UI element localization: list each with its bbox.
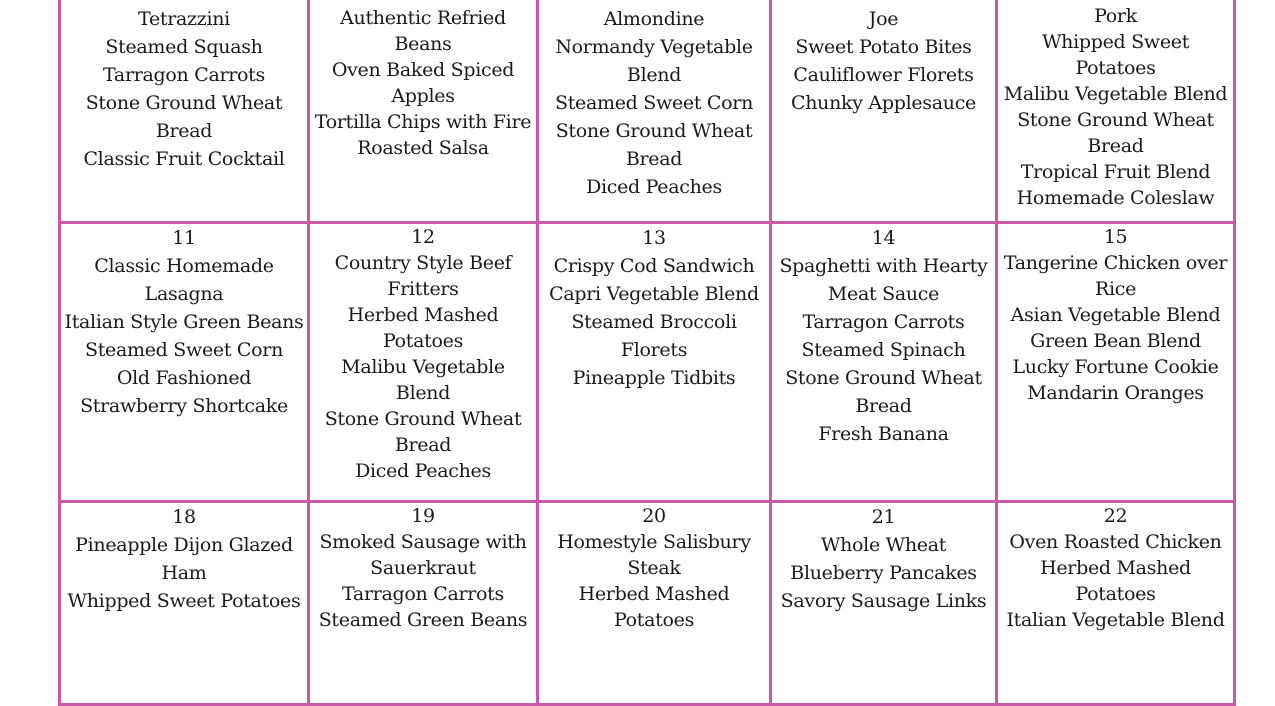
menu-item: Stone Ground Wheat Bread [324, 408, 522, 456]
day-menu [774, 224, 993, 448]
menu-item: Tetrazzini [138, 8, 230, 30]
menu-item: Steamed Green Beans [318, 609, 528, 631]
menu-item: Country Style Beef Fritters [334, 252, 512, 300]
menu-item: Italian Vegetable Blend [1006, 609, 1225, 631]
menu-item: Almondine [603, 8, 705, 30]
menu-item: Savory Sausage Links [780, 590, 987, 612]
calendar-week-row [60, 223, 1235, 502]
day-cell [60, 0, 309, 223]
menu-item: Stone Ground Wheat Bread [85, 92, 283, 142]
menu-item: Stone Ground Wheat Bread [785, 367, 982, 417]
menu-item: Tropical Fruit Blend [1020, 161, 1211, 183]
menu-item: Homestyle Salisbury Steak [557, 531, 751, 579]
menu-item: Steamed Broccoli Florets [571, 311, 737, 361]
menu-item: Pork [1094, 5, 1137, 27]
day-menu [774, 0, 993, 117]
menu-item: Oven Baked Spiced Apples [331, 59, 515, 107]
day-cell [771, 0, 997, 223]
menu-item: Pineapple Dijon Glazed Ham [75, 534, 293, 584]
day-menu [774, 503, 993, 615]
day-number: 12 [411, 226, 435, 248]
day-menu [63, 0, 305, 173]
calendar-week-row [60, 502, 1235, 705]
day-number: 14 [871, 227, 896, 249]
menu-item: Normandy Vegetable Blend [555, 36, 753, 86]
day-menu [63, 503, 305, 615]
menu-item: Malibu Vegetable Blend [341, 356, 505, 404]
menu-item: Stone Ground Wheat Bread [555, 120, 753, 170]
menu-item: Mandarin Oranges [1027, 382, 1204, 404]
menu-item: Green Bean Blend [1030, 330, 1201, 352]
menu-item: Steamed Sweet Corn [554, 92, 754, 114]
day-menu [541, 0, 767, 201]
menu-calendar-grid [58, 0, 1236, 706]
menu-item: Fresh Banana [818, 423, 949, 445]
day-menu [1000, 503, 1231, 633]
menu-item: Herbed Mashed Potatoes [1040, 557, 1191, 605]
menu-item: Malibu Vegetable Blend [1003, 83, 1228, 105]
menu-item: Old Fashioned [116, 367, 252, 389]
menu-item: Whole Wheat Blueberry Pancakes [790, 534, 977, 584]
menu-item: Diced Peaches [355, 460, 491, 482]
menu-item: Crispy Cod Sandwich [553, 255, 755, 277]
day-menu [312, 224, 534, 484]
day-number: 15 [1103, 226, 1128, 248]
menu-item: Asian Vegetable Blend [1010, 304, 1221, 326]
menu-item: Capri Vegetable Blend [549, 283, 759, 305]
day-number: 11 [172, 227, 196, 249]
day-number: 20 [642, 505, 666, 527]
menu-item: Steamed Squash [105, 36, 263, 58]
day-cell [60, 502, 309, 705]
day-menu [1000, 0, 1231, 211]
day-cell [538, 502, 771, 705]
day-cell [309, 502, 538, 705]
menu-item: Classic Fruit Cocktail [83, 148, 285, 170]
menu-item: Lucky Fortune Cookie [1012, 356, 1219, 378]
day-cell [771, 502, 997, 705]
menu-item: Strawberry Shortcake [80, 395, 288, 417]
day-menu [312, 503, 534, 633]
menu-item: Smoked Sausage with Sauerkraut [319, 531, 527, 579]
menu-item: Pineapple Tidbits [572, 367, 736, 389]
menu-item: Sweet Potato Bites [795, 36, 972, 58]
menu-item: Tangerine Chicken over Rice [1003, 252, 1228, 300]
menu-item: Tortilla Chips with Fire Roasted Salsa [314, 111, 532, 159]
menu-item: Cauliflower Florets [793, 64, 974, 86]
day-cell [309, 0, 538, 223]
day-menu [541, 503, 767, 633]
menu-item: Herbed Mashed Potatoes [578, 583, 730, 631]
calendar-week-row [60, 0, 1235, 223]
menu-item: Oven Roasted Chicken [1009, 531, 1222, 553]
day-menu [63, 224, 305, 420]
day-cell [771, 223, 997, 502]
day-cell [309, 223, 538, 502]
menu-item: Tarragon Carrots [342, 583, 504, 605]
day-cell [997, 0, 1235, 223]
day-number: 21 [871, 506, 896, 528]
day-menu [541, 224, 767, 392]
menu-item: Tarragon Carrots [802, 311, 965, 333]
menu-item: Authentic Refried Beans [340, 7, 506, 55]
menu-item: Stone Ground Wheat Bread [1017, 109, 1214, 157]
day-number: 13 [642, 227, 666, 249]
menu-item: Joe [868, 8, 899, 30]
menu-item: Italian Style Green Beans [64, 311, 304, 333]
day-cell [997, 502, 1235, 705]
menu-item: Classic Homemade Lasagna [94, 255, 274, 305]
menu-item: Diced Peaches [586, 176, 722, 198]
day-cell [60, 223, 309, 502]
day-number: 19 [411, 505, 435, 527]
menu-item: Steamed Sweet Corn [84, 339, 284, 361]
day-cell [997, 223, 1235, 502]
menu-item: Tarragon Carrots [103, 64, 265, 86]
menu-item: Chunky Applesauce [790, 92, 976, 114]
day-menu [1000, 224, 1231, 406]
menu-item: Homemade Coleslaw [1016, 187, 1215, 209]
day-cell [538, 223, 771, 502]
menu-item: Spaghetti with Hearty Meat Sauce [779, 255, 988, 305]
day-number: 22 [1103, 505, 1128, 527]
day-menu [312, 0, 534, 161]
day-number: 18 [172, 506, 196, 528]
menu-item: Steamed Spinach [801, 339, 966, 361]
day-cell [538, 0, 771, 223]
menu-item: Whipped Sweet Potatoes [1041, 31, 1190, 79]
menu-item: Herbed Mashed Potatoes [347, 304, 499, 352]
menu-item: Whipped Sweet Potatoes [67, 590, 301, 612]
